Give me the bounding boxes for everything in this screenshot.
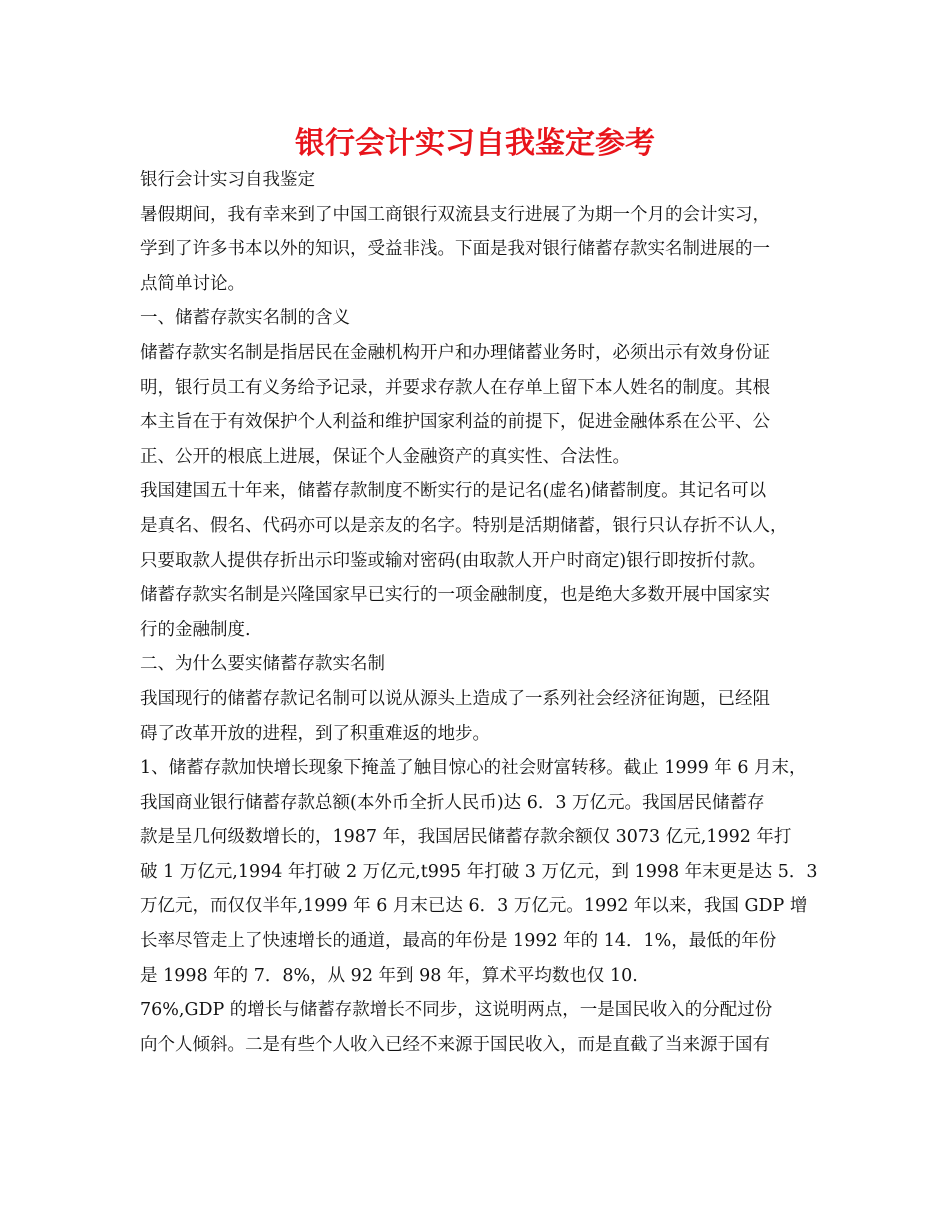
body-line: 暑假期间，我有幸来到了中国工商银行双流县支行进展了为期一个月的会计实习， — [140, 204, 770, 225]
body-line: 行的金融制度. — [140, 619, 251, 640]
document-title: 银行会计实习自我鉴定参考 — [295, 126, 655, 161]
body-line: 款是呈几何级数增长的，1987 年，我国居民储蓄存款余额仅 3073 亿元,1992 年打 — [140, 827, 792, 848]
body-line: 碍了改革开放的进程，到了积重难返的地步。 — [140, 723, 490, 744]
body-line: 万亿元，而仅仅半年,1999 年 6 月末已达 6．3 万亿元。1992 年以来，我国 GDP 增 — [140, 896, 808, 917]
body-line: 二、为什么要实储蓄存款实名制 — [140, 654, 385, 675]
body-line: 1、储蓄存款加快增长现象下掩盖了触目惊心的社会财富转移。截止 1999 年 6 月末， — [140, 758, 807, 779]
body-line: 是真名、假名、代码亦可以是亲友的名字。特别是活期储蓄，银行只认存折不认人， — [140, 515, 788, 536]
body-line: 向个人倾斜。二是有些个人收入已经不来源于国民收入，而是直截了当来源于国有 — [140, 1034, 770, 1055]
body-line: 储蓄存款实名制是指居民在金融机构开户和办理储蓄业务时，必须出示有效身份证 — [140, 342, 770, 363]
body-line: 我国建国五十年来，储蓄存款制度不断实行的是记名(虚名)储蓄制度。其记名可以 — [140, 481, 767, 502]
body-line: 储蓄存款实名制是兴隆国家早已实行的一项金融制度，也是绝大多数开展中国家实 — [140, 585, 770, 606]
body-line: 76%,GDP 的增长与储蓄存款增长不同步，这说明两点，一是国民收入的分配过份 — [140, 1000, 773, 1021]
body-line: 我国商业银行储蓄存款总额(本外币全折人民币)达 6．3 万亿元。我国居民储蓄存 — [140, 792, 765, 813]
body-line: 长率尽管走上了快速增长的通道，最高的年份是 1992 年的 14．1%，最低的年份 — [140, 931, 777, 952]
body-line: 只要取款人提供存折出示印鉴或输对密码(由取款人开户时商定)银行即按折付款。 — [140, 550, 767, 571]
body-line: 点简单讨论。 — [140, 273, 245, 294]
body-line: 明，银行员工有义务给予记录，并要求存款人在存单上留下本人姓名的制度。其根 — [140, 377, 770, 398]
body-line: 正、公开的根底上进展，保证个人金融资产的真实性、合法性。 — [140, 446, 630, 467]
body-line: 破 1 万亿元,1994 年打破 2 万亿元,t995 年打破 3 万亿元，到 1998 年末更是达 5．3 — [140, 861, 818, 882]
body-line: 本主旨在于有效保护个人利益和维护国家利益的前提下，促进金融体系在公平、公 — [140, 412, 770, 433]
body-line: 银行会计实习自我鉴定 — [140, 170, 315, 190]
body-line: 是 1998 年的 7．8%，从 92 年到 98 年，算术平均数也仅 10. — [140, 965, 638, 986]
body-line: 我国现行的储蓄存款记名制可以说从源头上造成了一系列社会经济征询题，已经阻 — [140, 688, 770, 709]
body-line: 一、储蓄存款实名制的含义 — [140, 308, 350, 329]
document-body — [140, 163, 820, 1062]
body-line: 学到了许多书本以外的知识，受益非浅。下面是我对银行储蓄存款实名制进展的一 — [140, 239, 770, 260]
